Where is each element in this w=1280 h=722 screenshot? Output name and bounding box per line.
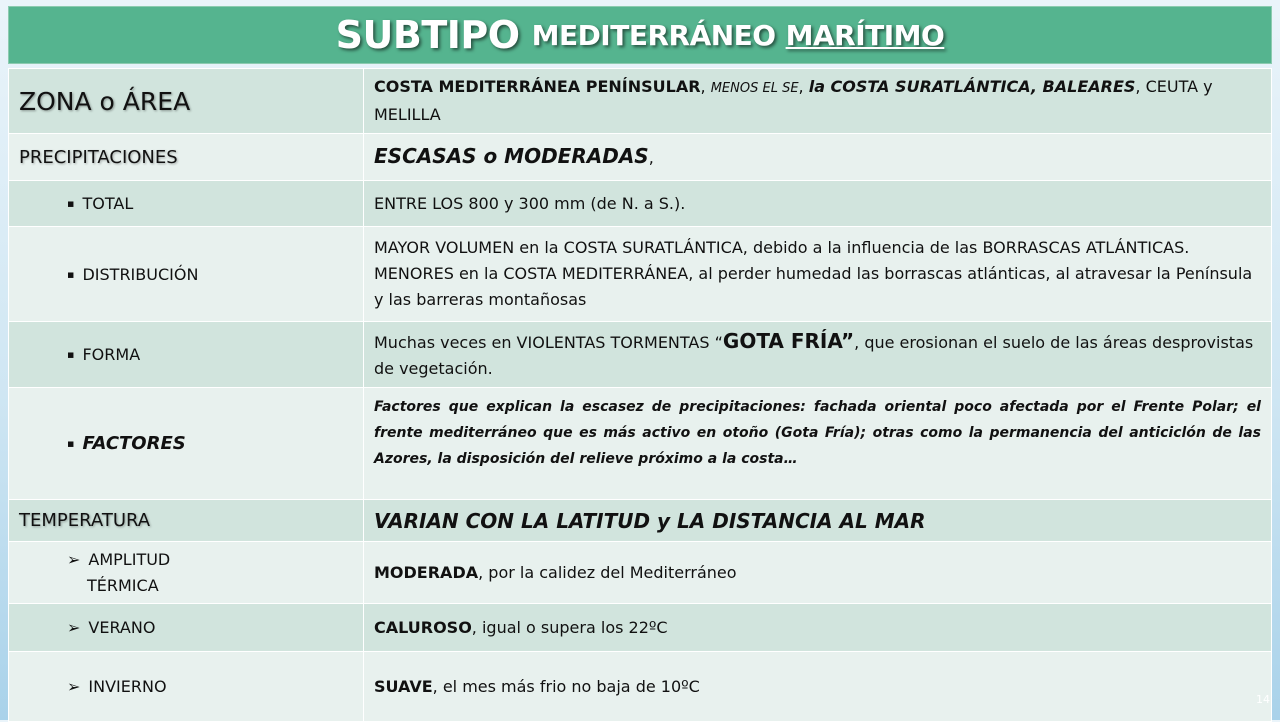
invierno-value [364, 652, 1272, 722]
precipitaciones-v: ESCASAS o MODERADAS [374, 143, 649, 168]
invierno-label: INVIERNO [88, 677, 167, 696]
verano-value [364, 604, 1272, 652]
table-row-factores [9, 388, 1272, 500]
square-bullet-icon: ▪ [67, 197, 75, 210]
table-row-distribucion [9, 227, 1272, 322]
total-label: TOTAL [82, 194, 134, 213]
amplitud-v1: MODERADA [374, 562, 479, 582]
climate-table [8, 68, 1272, 722]
verano-v2: , igual o supera los 22ºC [471, 617, 668, 637]
precipitaciones-value [364, 134, 1272, 181]
invierno-v2: , el mes más frio no baja de 10ºC [432, 676, 700, 696]
total-value: ENTRE LOS 800 y 300 mm (de N. a S.). [364, 181, 1272, 227]
table-row-precipitaciones [9, 134, 1272, 181]
factores-label: FACTORES [82, 433, 186, 454]
forma-value [364, 322, 1272, 388]
slide-title [8, 6, 1272, 64]
title-part-mediterraneo: MEDITERRÁNEO [531, 18, 776, 52]
temperatura-value: VARIAN CON LA LATITUD y LA DISTANCIA AL MAR [364, 500, 1272, 542]
arrow-bullet-icon: ➢ [67, 677, 81, 696]
amplitud-label2: TÉRMICA [87, 575, 159, 595]
temperatura-label: TEMPERATURA [9, 500, 364, 542]
verano-label: VERANO [88, 618, 156, 637]
amplitud-v2: , por la calidez del Mediterráneo [478, 562, 737, 582]
table-row-total [9, 181, 1272, 227]
distribucion-label-cell [9, 227, 364, 322]
arrow-bullet-icon: ➢ [67, 549, 81, 569]
square-bullet-icon: ▪ [67, 437, 75, 450]
total-label-cell [9, 181, 364, 227]
amplitud-value [364, 542, 1272, 604]
verano-label-cell [9, 604, 364, 652]
zona-v4: , [798, 77, 809, 96]
table-row-amplitud [9, 542, 1272, 604]
title-part-subtipo: SUBTIPO [335, 13, 520, 57]
distribucion-value: MAYOR VOLUMEN en la COSTA SURATLÁNTICA, debido a la influencia de las BORRASCAS ATLÁNTICAS. MENORES en la COSTA MEDITERRÁNEA, al perder humedad las borrascas atlánticas, al atravesar la Península y las barreras montañosas [364, 227, 1272, 322]
precipitaciones-label: PRECIPITACIONES [9, 134, 364, 181]
forma-label: FORMA [82, 345, 141, 364]
table-row-forma [9, 322, 1272, 388]
invierno-v1: SUAVE [374, 676, 433, 696]
square-bullet-icon: ▪ [67, 348, 75, 361]
distribucion-label: DISTRIBUCIÓN [82, 264, 199, 284]
factores-value: Factores que explican la escasez de precipitaciones: fachada oriental poco afectada por el Frente Polar; el frente mediterráneo que es más activo en otoño (Gota Fría); otras como la permanencia del anticiclón de las Azores, la disposición del relieve próximo a la costa… [364, 388, 1272, 500]
verano-v1: CALUROSO [374, 617, 472, 637]
zona-v5: la COSTA SURATLÁNTICA, BALEARES [808, 77, 1136, 96]
zona-v2: , [700, 77, 711, 96]
zona-v1: COSTA MEDITERRÁNEA PENÍNSULAR [374, 77, 701, 96]
precipitaciones-suffix: , [648, 147, 654, 167]
table-row-verano [9, 604, 1272, 652]
forma-v1: Muchas veces en VIOLENTAS TORMENTAS “ [374, 332, 723, 352]
zona-label: ZONA o ÁREA [9, 69, 364, 134]
forma-v3: , que erosionan el suelo de las áreas desprovistas de vegetación. [374, 332, 1254, 378]
table-row-temperatura [9, 500, 1272, 542]
title-part-maritimo: MARÍTIMO [785, 18, 945, 52]
arrow-bullet-icon: ➢ [67, 618, 81, 637]
amplitud-label-cell [9, 542, 364, 604]
amplitud-label1: AMPLITUD [88, 549, 171, 569]
zona-value [364, 69, 1272, 134]
invierno-label-cell [9, 652, 364, 722]
table-row-invierno [9, 652, 1272, 722]
factores-label-cell [9, 388, 364, 500]
forma-v2: GOTA FRÍA” [722, 328, 855, 353]
square-bullet-icon: ▪ [67, 267, 75, 281]
zona-v3: MENOS EL SE [710, 81, 799, 96]
table-row-zona [9, 69, 1272, 134]
zona-v6: , CEUTA y MELILLA [374, 77, 1213, 124]
page-number: 14 [1256, 693, 1270, 706]
forma-label-cell [9, 322, 364, 388]
